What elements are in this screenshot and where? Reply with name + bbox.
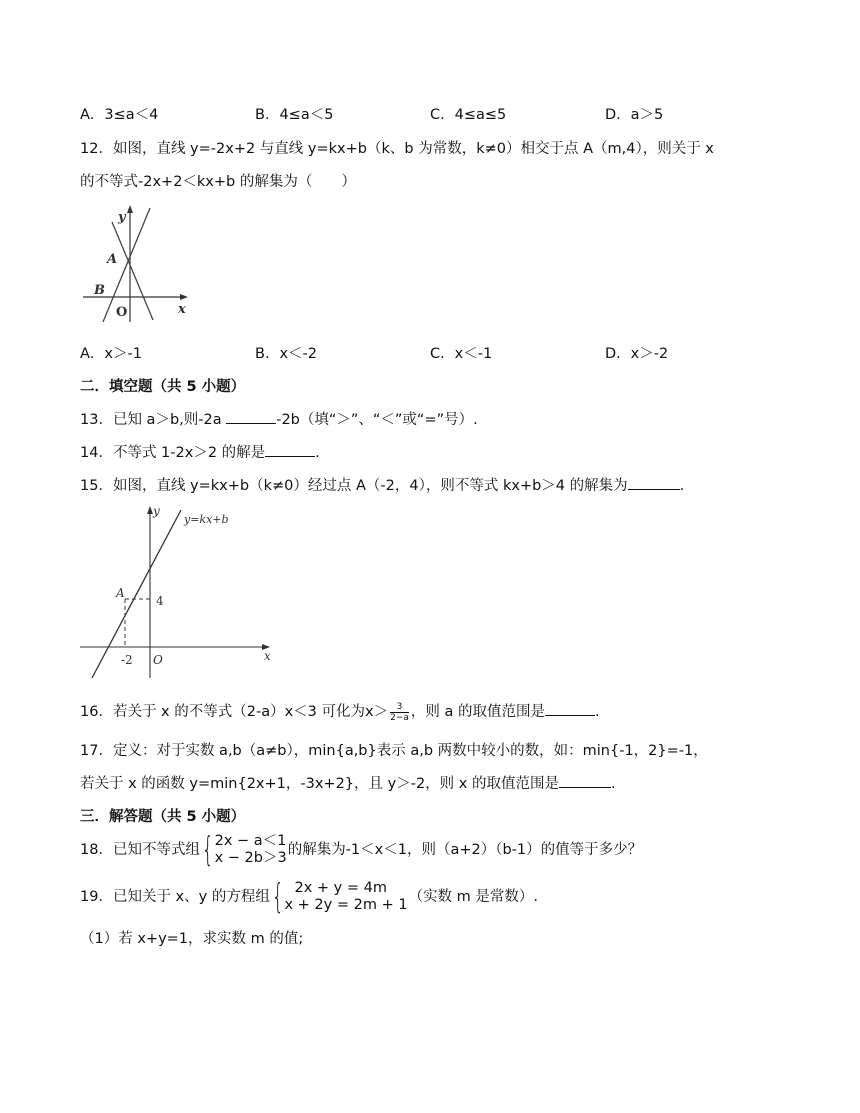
q14-text-post: . xyxy=(315,445,320,461)
q16-text-pre: 16．若关于 x 的不等式（2-a）x＜3 可化为x＞ xyxy=(80,704,389,720)
q15-figure xyxy=(76,502,276,680)
q11-option-c: C．4≤a≤5 xyxy=(430,107,507,123)
q18-text-post: 的解集为-1＜x＜1，则（a+2）（b-1）的值等于多少？ xyxy=(287,842,643,858)
q17-line2 xyxy=(80,772,616,793)
q15-label-line: y=kx+b xyxy=(184,513,229,526)
q15-label-a: A xyxy=(116,586,125,600)
q16-text-post: ，则 a 的取值范围是 xyxy=(410,704,545,720)
q19-text-pre: 19．已知关于 x、y 的方程组 xyxy=(80,889,270,905)
q12-label-y: y xyxy=(118,210,126,225)
q19-sub1: （1）若 x+y=1，求实数 m 的值; xyxy=(80,931,304,947)
q17-text-pre: 若关于 x 的函数 y=min{2x+1，-3x+2}，且 y＞-2，则 x 的取值范围是 xyxy=(80,776,559,792)
q13-text-pre: 13．已知 a＞b,则-2a xyxy=(80,412,227,428)
q13-text-post: -2b（填“＞”、“＜”或“=”号）. xyxy=(276,412,478,428)
q14-text-pre: 14．不等式 1-2x＞2 的解是 xyxy=(80,445,266,461)
q12-option-a: A．x＞-1 xyxy=(80,346,142,362)
q16-fraction-numerator: 3 xyxy=(390,702,409,713)
q16-fraction-denominator: 2−a xyxy=(390,712,409,723)
q19-system-line2: x + 2y = 2m + 1 xyxy=(284,897,408,913)
q14 xyxy=(80,441,320,462)
q19-equation-system xyxy=(271,877,408,917)
q15-label-x: x xyxy=(264,649,271,663)
q11-option-b: B．4≤a＜5 xyxy=(255,107,334,123)
q15-label-y: y xyxy=(153,504,160,518)
q14-answer-blank[interactable] xyxy=(265,442,315,457)
q12-stem-line2: 的不等式-2x+2＜kx+b 的解集为（ ） xyxy=(80,174,356,190)
q15-label-neg2: -2 xyxy=(121,653,133,667)
q16-fraction xyxy=(390,702,409,723)
q17-answer-blank[interactable] xyxy=(559,773,611,788)
q12-option-c: C．x＜-1 xyxy=(430,346,493,362)
q13-answer-blank[interactable] xyxy=(226,409,276,424)
q15 xyxy=(80,474,684,495)
q18-system-line2: x − 2b＞3 xyxy=(214,850,287,866)
q12-label-x: x xyxy=(178,302,186,317)
q12-label-a: A xyxy=(107,252,118,267)
q15-text-pre: 15．如图，直线 y=kx+b（k≠0）经过点 A（-2，4），则不等式 kx+b＞4 的解集为 xyxy=(80,478,628,494)
q18-text-pre: 18．已知不等式组 xyxy=(80,842,200,858)
q12-label-b: B xyxy=(94,283,105,298)
q15-text-post: . xyxy=(679,478,685,494)
q11-option-a: A．3≤a＜4 xyxy=(80,107,159,123)
q18-inequality-system xyxy=(201,830,287,870)
q19 xyxy=(80,877,539,917)
q12-option-d: D．x＞-2 xyxy=(605,346,669,362)
q17-line1: 17．定义：对于实数 a,b（a≠b），min{a,b}表示 a,b 两数中较小的数，如：min{-1，2}=-1， xyxy=(80,743,708,759)
q18 xyxy=(80,830,643,870)
q12-stem-line1: 12．如图，直线 y=-2x+2 与直线 y=kx+b（k、b 为常数，k≠0）相交于点 A（m,4），则关于 x xyxy=(80,141,714,157)
q18-system-line1: 2x − a＜1 xyxy=(214,833,287,849)
q19-text-post: （实数 m 是常数）. xyxy=(408,889,539,905)
q11-option-d: D．a＞5 xyxy=(605,107,664,123)
section-title-fill-in: 二．填空题（共 5 小题） xyxy=(80,379,246,395)
q17-text-post: . xyxy=(610,776,616,792)
q19-brace: { xyxy=(271,877,284,917)
q15-label-o: O xyxy=(153,653,163,667)
q12-option-b: B．x＜-2 xyxy=(255,346,317,362)
q16-answer-blank[interactable] xyxy=(545,701,595,716)
q16 xyxy=(80,700,600,723)
q15-answer-blank[interactable] xyxy=(628,475,680,490)
q12-figure xyxy=(78,200,198,330)
q19-system-line1: 2x + y = 4m xyxy=(294,880,387,896)
q12-label-o: O xyxy=(116,305,128,320)
q15-label-4: 4 xyxy=(156,594,164,608)
q18-brace: { xyxy=(201,830,214,870)
q13 xyxy=(80,408,478,429)
section-title-solutions: 三．解答题（共 5 小题） xyxy=(80,809,246,825)
q16-text-end: . xyxy=(595,704,600,720)
